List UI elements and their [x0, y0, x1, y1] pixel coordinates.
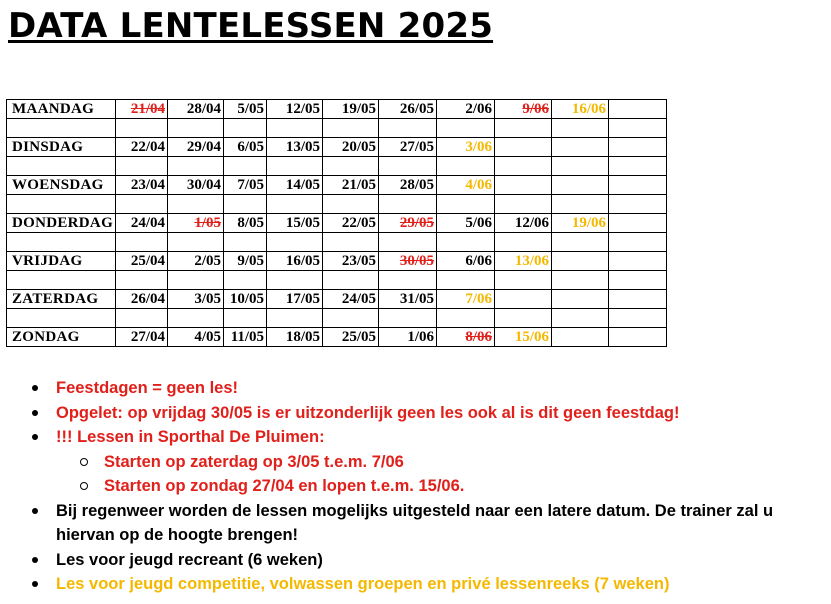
date-cell: 29/05	[379, 214, 437, 233]
date-cell: 13/06	[495, 252, 552, 271]
date-cell: 4/05	[168, 328, 224, 347]
date-cell: 12/06	[495, 214, 552, 233]
date-cell: 9/06	[495, 100, 552, 119]
schedule-row-zaterdag	[7, 290, 667, 309]
schedule-row-woensdag	[7, 176, 667, 195]
empty-cell	[116, 309, 168, 328]
date-cell: 1/06	[379, 328, 437, 347]
schedule-row-dinsdag	[7, 138, 667, 157]
empty-cell	[267, 119, 323, 138]
empty-cell	[7, 309, 116, 328]
empty-cell	[495, 233, 552, 252]
date-cell	[609, 138, 667, 157]
date-cell	[609, 176, 667, 195]
date-cell: 7/06	[437, 290, 495, 309]
empty-cell	[609, 157, 667, 176]
date-cell: 31/05	[379, 290, 437, 309]
date-cell: 2/06	[437, 100, 495, 119]
date-cell: 26/05	[379, 100, 437, 119]
empty-cell	[323, 233, 379, 252]
empty-cell	[7, 195, 116, 214]
date-cell: 9/05	[224, 252, 267, 271]
empty-cell	[379, 119, 437, 138]
empty-cell	[224, 119, 267, 138]
date-cell	[495, 290, 552, 309]
date-cell: 24/05	[323, 290, 379, 309]
date-cell	[495, 176, 552, 195]
date-cell	[609, 252, 667, 271]
note-pluimen	[30, 425, 812, 499]
schedule-row-maandag	[7, 100, 667, 119]
empty-cell	[609, 233, 667, 252]
date-cell	[552, 290, 609, 309]
empty-cell	[495, 195, 552, 214]
date-cell: 30/05	[379, 252, 437, 271]
day-label: WOENSDAG	[7, 176, 116, 195]
empty-cell	[7, 271, 116, 290]
date-cell: 8/06	[437, 328, 495, 347]
date-cell: 25/04	[116, 252, 168, 271]
date-cell: 27/04	[116, 328, 168, 347]
day-label: ZATERDAG	[7, 290, 116, 309]
empty-cell	[7, 119, 116, 138]
date-cell: 22/05	[323, 214, 379, 233]
day-label: DONDERDAG	[7, 214, 116, 233]
empty-cell	[495, 119, 552, 138]
date-cell: 21/04	[116, 100, 168, 119]
empty-cell	[168, 309, 224, 328]
date-cell: 27/05	[379, 138, 437, 157]
empty-cell	[267, 309, 323, 328]
empty-cell	[437, 157, 495, 176]
empty-cell	[224, 309, 267, 328]
notes-list	[30, 376, 812, 597]
schedule-row-zondag	[7, 328, 667, 347]
empty-cell	[224, 233, 267, 252]
date-cell	[552, 176, 609, 195]
date-cell: 16/06	[552, 100, 609, 119]
empty-cell	[323, 119, 379, 138]
date-cell: 30/04	[168, 176, 224, 195]
date-cell: 6/05	[224, 138, 267, 157]
date-cell: 2/05	[168, 252, 224, 271]
date-cell: 15/06	[495, 328, 552, 347]
empty-cell	[609, 119, 667, 138]
note-competition: Les voor jeugd competitie, volwassen groepen en privé lessenreeks (7 weken)	[30, 572, 812, 597]
date-cell: 28/05	[379, 176, 437, 195]
date-cell: 8/05	[224, 214, 267, 233]
empty-cell	[267, 233, 323, 252]
date-cell	[609, 214, 667, 233]
empty-cell	[552, 309, 609, 328]
spacer-row	[7, 309, 667, 328]
empty-cell	[552, 271, 609, 290]
note-recreational: Les voor jeugd recreant (6 weken)	[30, 548, 812, 573]
date-cell: 5/05	[224, 100, 267, 119]
date-cell	[609, 100, 667, 119]
empty-cell	[116, 233, 168, 252]
date-cell: 20/05	[323, 138, 379, 157]
page-title: DATA LENTELESSEN 2025	[8, 6, 494, 46]
empty-cell	[224, 271, 267, 290]
empty-cell	[437, 309, 495, 328]
day-label: MAANDAG	[7, 100, 116, 119]
date-cell	[552, 328, 609, 347]
date-cell: 28/04	[168, 100, 224, 119]
empty-cell	[224, 195, 267, 214]
empty-cell	[609, 271, 667, 290]
empty-cell	[379, 309, 437, 328]
date-cell	[495, 138, 552, 157]
note-rain: Bij regenweer worden de lessen mogelijks uitgesteld naar een latere datum. De trainer zal u hiervan op de hoogte brengen!	[30, 499, 812, 548]
empty-cell	[609, 309, 667, 328]
note-pluimen-saturday: Starten op zaterdag op 3/05 t.e.m. 7/06	[56, 450, 812, 475]
spacer-row	[7, 119, 667, 138]
empty-cell	[437, 119, 495, 138]
empty-cell	[437, 195, 495, 214]
pluimen-sublist	[56, 450, 812, 499]
date-cell: 15/05	[267, 214, 323, 233]
empty-cell	[116, 195, 168, 214]
date-cell: 12/05	[267, 100, 323, 119]
empty-cell	[116, 119, 168, 138]
date-cell: 18/05	[267, 328, 323, 347]
date-cell: 3/06	[437, 138, 495, 157]
date-cell: 22/04	[116, 138, 168, 157]
note-pluimen-header: !!! Lessen in Sporthal De Pluimen:	[56, 428, 325, 446]
empty-cell	[323, 271, 379, 290]
spacer-row	[7, 271, 667, 290]
empty-cell	[552, 119, 609, 138]
empty-cell	[437, 271, 495, 290]
empty-cell	[323, 157, 379, 176]
empty-cell	[7, 233, 116, 252]
empty-cell	[379, 271, 437, 290]
empty-cell	[116, 157, 168, 176]
date-cell: 19/06	[552, 214, 609, 233]
empty-cell	[323, 195, 379, 214]
date-cell: 3/05	[168, 290, 224, 309]
date-cell: 11/05	[224, 328, 267, 347]
empty-cell	[168, 157, 224, 176]
date-cell: 14/05	[267, 176, 323, 195]
empty-cell	[552, 233, 609, 252]
note-friday-warning: Opgelet: op vrijdag 30/05 is er uitzonderlijk geen les ook al is dit geen feestdag!	[30, 401, 812, 426]
empty-cell	[495, 309, 552, 328]
date-cell: 10/05	[224, 290, 267, 309]
schedule-row-donderdag	[7, 214, 667, 233]
date-cell: 24/04	[116, 214, 168, 233]
date-cell: 25/05	[323, 328, 379, 347]
empty-cell	[168, 271, 224, 290]
date-cell: 1/05	[168, 214, 224, 233]
empty-cell	[379, 233, 437, 252]
empty-cell	[7, 157, 116, 176]
empty-cell	[379, 157, 437, 176]
spacer-row	[7, 157, 667, 176]
empty-cell	[116, 271, 168, 290]
date-cell: 5/06	[437, 214, 495, 233]
empty-cell	[495, 271, 552, 290]
date-cell: 7/05	[224, 176, 267, 195]
empty-cell	[267, 195, 323, 214]
date-cell: 4/06	[437, 176, 495, 195]
empty-cell	[168, 195, 224, 214]
empty-cell	[224, 157, 267, 176]
date-cell: 19/05	[323, 100, 379, 119]
day-label: DINSDAG	[7, 138, 116, 157]
empty-cell	[168, 233, 224, 252]
date-cell: 6/06	[437, 252, 495, 271]
empty-cell	[437, 233, 495, 252]
empty-cell	[323, 309, 379, 328]
date-cell	[609, 290, 667, 309]
spacer-row	[7, 233, 667, 252]
date-cell: 26/04	[116, 290, 168, 309]
date-cell: 17/05	[267, 290, 323, 309]
empty-cell	[552, 157, 609, 176]
empty-cell	[379, 195, 437, 214]
date-cell: 21/05	[323, 176, 379, 195]
schedule-body	[7, 100, 667, 347]
empty-cell	[552, 195, 609, 214]
empty-cell	[609, 195, 667, 214]
empty-cell	[168, 119, 224, 138]
date-cell: 23/04	[116, 176, 168, 195]
empty-cell	[267, 157, 323, 176]
spacer-row	[7, 195, 667, 214]
date-cell	[552, 138, 609, 157]
empty-cell	[267, 271, 323, 290]
date-cell: 13/05	[267, 138, 323, 157]
note-holidays: Feestdagen = geen les!	[30, 376, 812, 401]
date-cell: 23/05	[323, 252, 379, 271]
date-cell	[552, 252, 609, 271]
day-label: ZONDAG	[7, 328, 116, 347]
schedule-row-vrijdag	[7, 252, 667, 271]
note-pluimen-sunday: Starten op zondag 27/04 en lopen t.e.m. 15/06.	[56, 474, 812, 499]
date-cell	[609, 328, 667, 347]
day-label: VRIJDAG	[7, 252, 116, 271]
schedule-table	[6, 99, 667, 347]
date-cell: 16/05	[267, 252, 323, 271]
date-cell: 29/04	[168, 138, 224, 157]
empty-cell	[495, 157, 552, 176]
